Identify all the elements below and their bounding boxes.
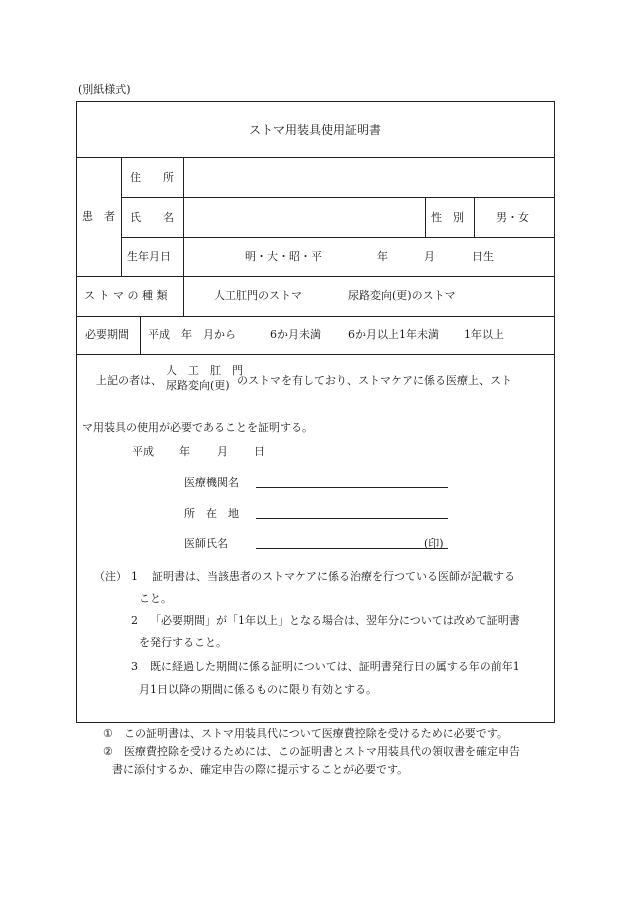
sex-options[interactable]: 男・女 — [496, 211, 529, 224]
issue-date-month: 月 — [217, 445, 228, 458]
stoma-type-label: ス ト マ の 種 類 — [84, 289, 168, 302]
note-3-line2: 月1日以降の期間に係るものに限り有効とする。 — [139, 683, 377, 696]
birth-year-unit: 年 — [377, 250, 388, 263]
period-option-6-to-12-months[interactable]: 6か月以上1年未満 — [348, 328, 439, 341]
birthdate-label: 生年月日 — [127, 250, 171, 263]
footnote-2-line1: 医療費控除を受けるためには、この証明書とストマ用装具代の領収書を確定申告 — [124, 745, 520, 758]
issue-date-day: 日 — [254, 445, 265, 458]
issue-date-year: 年 — [179, 445, 190, 458]
note-3-line1: 既に経過した期間に係る証明については、証明書発行日の属する年の前年1 — [150, 660, 520, 673]
period-option-over-1-year[interactable]: 1年以上 — [464, 328, 504, 341]
address-label: 住 所 — [130, 171, 174, 184]
location-label: 所 在 地 — [184, 507, 239, 520]
statement-line2: マ用装具の使用が必要であることを証明する。 — [82, 421, 313, 434]
address-field[interactable] — [185, 159, 553, 196]
footnote-2-mark: ② — [103, 745, 113, 758]
name-field[interactable] — [185, 199, 423, 236]
era-options[interactable]: 明・大・昭・平 — [245, 250, 322, 263]
note-3-number: 3 — [131, 660, 138, 673]
patient-section-label: 患 者 — [82, 210, 115, 223]
name-label: 氏 名 — [130, 211, 174, 224]
period-option-under-6-months[interactable]: 6か月未満 — [270, 328, 321, 341]
birth-day-unit: 日生 — [472, 250, 494, 263]
form-label: (別紙様式) — [78, 83, 131, 96]
doctor-label: 医師氏名 — [184, 537, 228, 550]
footnote-2-line2: 書に添付するか、確定申告の際に提示することが必要です。 — [112, 763, 409, 776]
institution-label: 医療機関名 — [184, 476, 239, 489]
period-label: 必要期間 — [85, 328, 129, 341]
notes-label: （注） — [94, 570, 127, 583]
location-field[interactable] — [256, 518, 448, 519]
statement-lead: 上記の者は、 — [96, 374, 162, 387]
footnote-1-mark: ① — [103, 727, 113, 740]
institution-field[interactable] — [256, 487, 448, 488]
statement-rest: のストマを有しており、ストマケアに係る医療上、スト — [237, 374, 512, 387]
note-2-number: 2 — [131, 614, 138, 627]
period-start: 平成 年 月から — [148, 328, 236, 341]
note-2-line2: を発行すること。 — [139, 636, 227, 649]
issue-date-era: 平成 — [132, 445, 154, 458]
stoma-option-urostomy[interactable]: 尿路変向(更)のストマ — [348, 289, 456, 302]
stoma-option-colostomy[interactable]: 人工肛門のストマ — [214, 289, 302, 302]
note-1-line2: こと。 — [139, 592, 172, 605]
form-title: ストマ用装具使用証明書 — [248, 123, 381, 137]
footnote-1-text: この証明書は、ストマ用装具代について医療費控除を受けるために必要です。 — [124, 727, 508, 740]
seal-mark: (印) — [424, 537, 444, 550]
sex-label: 性 別 — [431, 211, 464, 224]
statement-urostomy: 尿路変向(更) — [166, 379, 230, 392]
note-1-number: 1 — [131, 570, 138, 583]
statement-colostomy: 人 工 肛 門 — [166, 364, 243, 377]
doctor-field[interactable] — [256, 548, 448, 549]
note-1-line1: 証明書は、当該患者のストマケアに係る治療を行つている医師が記載する — [152, 570, 515, 583]
birth-month-unit: 月 — [424, 250, 435, 263]
note-2-line1: 「必要期間」が「1年以上」となる場合は、翌年分については改めて証明書 — [150, 614, 520, 627]
